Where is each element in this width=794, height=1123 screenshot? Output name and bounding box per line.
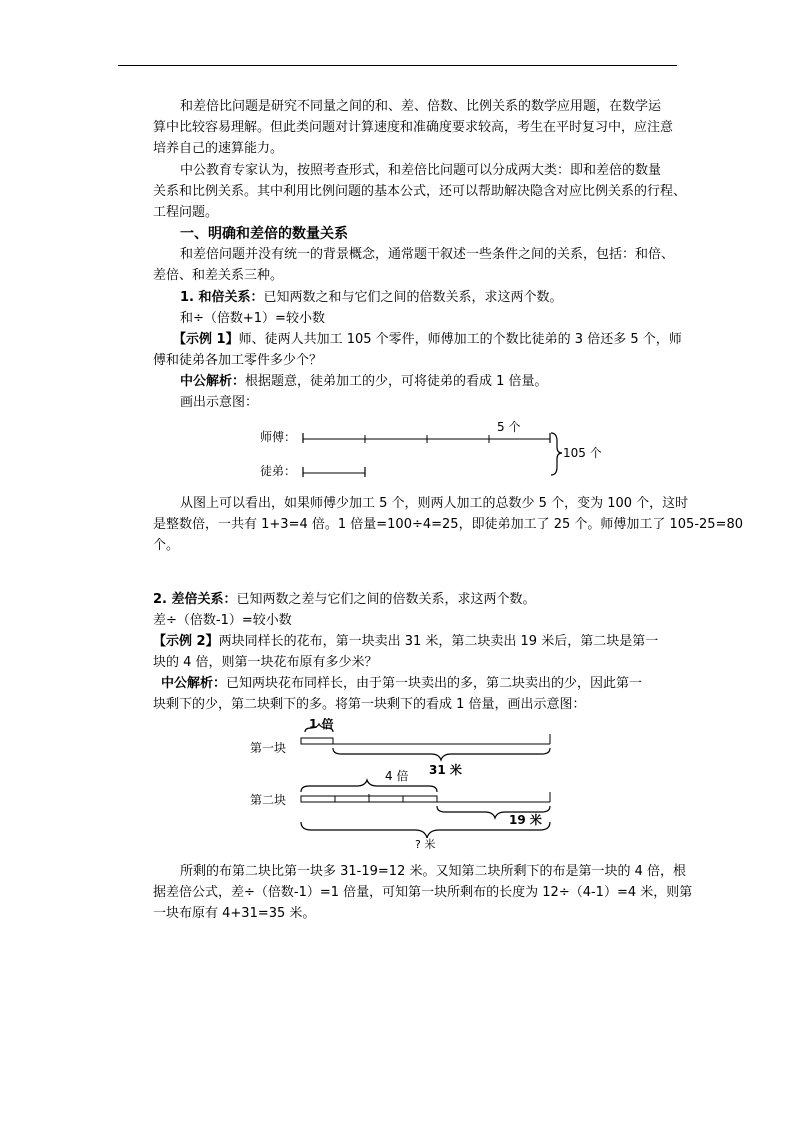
cha-bei-definition bbox=[153, 590, 709, 610]
row1-label: 第一块 bbox=[250, 741, 287, 755]
unknown-label: ? 米 bbox=[415, 838, 436, 851]
section-desc: 差倍、和差关系三种。 bbox=[153, 268, 284, 283]
sold1-label: 31 米 bbox=[429, 763, 462, 777]
analysis-2 bbox=[153, 674, 717, 694]
cha-bei-text: 已知两数之差与它们之间的倍数关系，求这两个数。 bbox=[236, 592, 536, 607]
intro-line: 工程问题。 bbox=[153, 205, 219, 220]
example-1-label: 【示例 1】 bbox=[173, 332, 239, 347]
solution-1: 是整数倍，一共有 1+3=4 倍。1 倍量=100÷4=25，即徒弟加工了 25 个。师傅加工了 105-25=80 bbox=[153, 517, 743, 532]
difference-multiple-diagram bbox=[245, 718, 575, 853]
intro-line: 中公教育专家认为，按照考查形式，和差倍比问题可以分成两大类：即和差倍的数量 bbox=[180, 163, 662, 178]
he-bei-title: 1. 和倍关系： bbox=[180, 290, 264, 305]
intro-line: 和差倍比问题是研究不同量之间的和、差、倍数、比例关系的数学应用题，在数学运 bbox=[180, 99, 662, 114]
row2-label: 第二块 bbox=[250, 793, 287, 807]
intro-line: 算中比较容易理解。但此类问题对计算速度和准确度要求较高，考生在平时复习中，应注意 bbox=[153, 120, 674, 135]
four-unit-label: 4 倍 bbox=[385, 769, 409, 783]
master-label: 师傅： bbox=[260, 430, 297, 444]
sum-multiple-diagram bbox=[255, 415, 615, 485]
brace-icon bbox=[551, 433, 562, 475]
draw-instruction: 画出示意图： bbox=[180, 395, 259, 410]
sold2-label: 19 米 bbox=[509, 813, 542, 827]
example-1-text: 傅和徒弟各加工零件多少个？ bbox=[153, 353, 323, 368]
analysis-1-label: 中公解析： bbox=[180, 374, 246, 389]
apprentice-label: 徒弟： bbox=[260, 464, 297, 478]
cha-bei-formula: 差÷（倍数-1）=较小数 bbox=[153, 613, 292, 628]
total-label: 105 个 bbox=[563, 446, 602, 460]
example-2-label: 【示例 2】 bbox=[153, 634, 219, 649]
example-1-text: 师、徒两人共加工 105 个零件，师傅加工的个数比徒弟的 3 倍还多 5 个，师 bbox=[238, 332, 682, 347]
example-1 bbox=[153, 330, 729, 350]
example-2 bbox=[153, 632, 709, 652]
solution-1: 个。 bbox=[153, 538, 180, 553]
intro-line: 关系和比例关系。其中利用比例问题的基本公式，还可以帮助解决隐含对应比例关系的行程、 bbox=[153, 184, 687, 199]
intro-line: 培养自己的速算能力。 bbox=[153, 141, 284, 156]
analysis-1 bbox=[153, 372, 736, 392]
solution-2: 一块布原有 4+31=35 米。 bbox=[153, 906, 316, 921]
solution-2: 所剩的布第二块比第一块多 31-19=12 米。又知第二块所剩下的布是第一块的 4 倍，根 bbox=[180, 864, 687, 879]
analysis-2-label: 中公解析： bbox=[161, 676, 227, 691]
extra-label: 5 个 bbox=[497, 420, 521, 434]
section-desc: 和差倍问题并没有统一的背景概念，通常题干叙述一些条件之间的关系，包括：和倍、 bbox=[180, 247, 675, 262]
analysis-1-text: 根据题意，徒弟加工的少，可将徒弟的看成 1 倍量。 bbox=[245, 374, 548, 389]
analysis-2-text: 块剩下的少，第二块剩下的多。将第一块剩下的看成 1 倍量，画出示意图： bbox=[153, 697, 586, 712]
solution-1: 从图上可以看出，如果师傅少加工 5 个，则两人加工的总数少 5 个，变为 100 个，这时 bbox=[180, 496, 689, 511]
brace-icon bbox=[301, 780, 437, 792]
he-bei-formula: 和÷（倍数+1）=较小数 bbox=[180, 311, 325, 326]
remaining-bar-1 bbox=[301, 738, 333, 744]
example-2-text: 块的 4 倍，则第一块花布原有多少米？ bbox=[153, 655, 378, 670]
analysis-2-text: 已知两块花布同样长，由于第一块卖出的多，第二块卖出的少，因此第一 bbox=[226, 676, 643, 691]
brace-icon bbox=[333, 748, 550, 760]
one-unit-label: 1 倍 bbox=[309, 718, 334, 731]
solution-2: 据差倍公式，差÷（倍数-1）=1 倍量，可知第一块所剩布的长度为 12÷（4-1）=4 米，则第 bbox=[153, 885, 693, 900]
cha-bei-title: 2. 差倍关系： bbox=[153, 592, 237, 607]
header-rule bbox=[118, 65, 677, 66]
he-bei-definition bbox=[153, 288, 736, 308]
section-heading: 一、明确和差倍的数量关系 bbox=[180, 226, 348, 242]
he-bei-text: 已知两数之和与它们之间的倍数关系，求这两个数。 bbox=[263, 290, 563, 305]
example-2-text: 两块同样长的花布，第一块卖出 31 米，第二块卖出 19 米后，第二块是第一 bbox=[218, 634, 659, 649]
